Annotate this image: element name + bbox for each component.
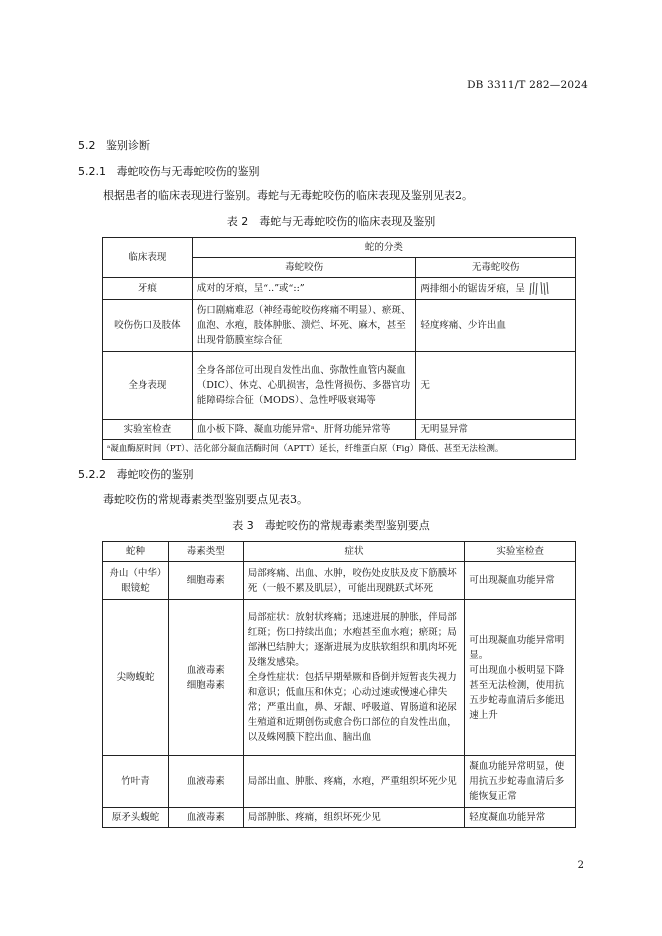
- toxin-cell: 血液毒素: [168, 756, 243, 808]
- table-row: [103, 562, 576, 600]
- table2-header-nonvenomous: 无毒蛇咬伤: [416, 258, 576, 278]
- section-5-2-1-heading: [78, 163, 260, 179]
- tooth-marks-icon: [528, 281, 550, 297]
- symptoms-cell: 局部疼痛、出血、水肿，咬伤处皮肤及皮下筋膜坏死（一般不累及肌层），可能出现跳跃式坏死: [243, 562, 464, 600]
- species-cell: 舟山（中华）眼镜蛇: [103, 562, 169, 600]
- lab-cell: 可出现凝血功能异常明显。 可出现血小板明显下降甚至无法检测，使用抗五步蛇毒血清后多能迅速上升: [465, 600, 576, 756]
- table2-header-clinical: 临床表现: [103, 238, 193, 278]
- table2-header-snake-class: 蛇的分类: [192, 238, 575, 258]
- venomous-cell: 全身各部位可出现自发性出血、弥散性血管内凝血（DIC）、休克、心肌损害，急性肾损伤、多器官功能障碍综合征（MODS）、急性呼吸衰竭等: [192, 352, 416, 420]
- lab-cell: 凝血功能异常明显，使用抗五步蛇毒血清后多能恢复正常: [465, 756, 576, 808]
- species-cell: 原矛头蝮蛇: [103, 808, 169, 828]
- table-row: [103, 352, 576, 420]
- section-title: 毒蛇咬伤的鉴别: [116, 468, 194, 481]
- table3: [102, 541, 576, 828]
- nonvenomous-cell: 无: [416, 352, 576, 420]
- lab-cell: 轻度凝血功能异常: [465, 808, 576, 828]
- table-row: [103, 808, 576, 828]
- nonvenomous-cell: 无明显异常: [416, 420, 576, 440]
- species-cell: 竹叶青: [103, 756, 169, 808]
- lab-cell: 可出现凝血功能异常: [465, 562, 576, 600]
- table2-header-venomous: 毒蛇咬伤: [192, 258, 416, 278]
- table-row: [103, 278, 576, 300]
- table2: [102, 237, 576, 460]
- species-cell: 尖吻蝮蛇: [103, 600, 169, 756]
- row-label: 全身表现: [103, 352, 193, 420]
- section-number: 5.2: [78, 139, 96, 152]
- venomous-cell: 血小板下降、凝血功能异常ᵃ、肝肾功能异常等: [192, 420, 416, 440]
- table-footnote-row: [103, 440, 576, 460]
- section-number: 5.2.1: [78, 165, 106, 178]
- toxin-cell: 血液毒素 细胞毒素: [168, 600, 243, 756]
- table-row: [103, 420, 576, 440]
- table3-header-toxin: 毒素类型: [168, 542, 243, 562]
- paragraph-5-2-1: 根据患者的临床表现进行鉴别。毒蛇与无毒蛇咬伤的临床表现及鉴别见表2。: [103, 189, 473, 202]
- table3-caption: 表 3 毒蛇咬伤的常规毒素类型鉴别要点: [232, 519, 430, 532]
- table2-caption: 表 2 毒蛇与无毒蛇咬伤的临床表现及鉴别: [226, 215, 436, 228]
- paragraph-5-2-2: 毒蛇咬伤的常规毒素类型鉴别要点见表3。: [103, 493, 308, 506]
- table3-header-lab: 实验室检查: [465, 542, 576, 562]
- toxin-cell: 血液毒素: [168, 808, 243, 828]
- page-number: 2: [577, 860, 584, 871]
- section-number: 5.2.2: [78, 468, 106, 481]
- table-row: [103, 600, 576, 756]
- nonvenomous-cell: 轻度疼痛、少许出血: [416, 300, 576, 352]
- section-5-2-2-heading: [78, 466, 194, 482]
- symptoms-cell: 局部肿胀、疼痛，组织坏死少见: [243, 808, 464, 828]
- section-5-2-heading: [78, 137, 150, 153]
- section-title: 鉴别诊断: [106, 139, 150, 152]
- venomous-cell: 伤口剧痛难忍（神经毒蛇咬伤疼痛不明显）、瘀斑、血泡、水疱，肢体肿胀、溃烂、坏死、麻木，甚至出现骨筋膜室综合征: [192, 300, 416, 352]
- row-label: 咬伤伤口及肢体: [103, 300, 193, 352]
- document-code: DB 3311/T 282—2024: [467, 79, 588, 91]
- row-label: 实验室检查: [103, 420, 193, 440]
- table2-footnote: ᵃ凝血酶原时间（PT）、活化部分凝血活酶时间（APTT）延长，纤维蛋白原（Fig）降低、甚至无法检测。: [103, 440, 576, 460]
- venomous-cell: 成对的牙痕，呈“..”或“::”: [192, 278, 416, 300]
- table-row: [103, 300, 576, 352]
- table3-header-symptoms: 症状: [243, 542, 464, 562]
- section-title: 毒蛇咬伤与无毒蛇咬伤的鉴别: [116, 165, 260, 178]
- nonvenomous-text: 两排细小的锯齿牙痕，呈: [420, 283, 525, 294]
- nonvenomous-cell: [416, 278, 576, 300]
- symptoms-cell: 局部出血、肿胀、疼痛，水疱，严重组织坏死少见: [243, 756, 464, 808]
- row-label: 牙痕: [103, 278, 193, 300]
- table-row: [103, 756, 576, 808]
- toxin-cell: 细胞毒素: [168, 562, 243, 600]
- symptoms-cell: 局部症状：放射状疼痛；迅速进展的肿胀，伴局部红斑；伤口持续出血；水疱甚至血水疱；瘀斑；局部淋巴结肿大；逐渐进展为皮肤软组织和肌肉坏死及继发感染。 全身性症状：包括早期晕厥和昏倒并短暂丧失视力和意识；低血压和休克；心动过速或慢速心律失常；严重出血，鼻、牙龈、呼吸道、胃肠道和泌尿生殖道和近期创伤或愈合伤口部位的自发性出血，以及蛛网膜下腔出血、脑出血: [243, 600, 464, 756]
- table3-header-species: 蛇种: [103, 542, 169, 562]
